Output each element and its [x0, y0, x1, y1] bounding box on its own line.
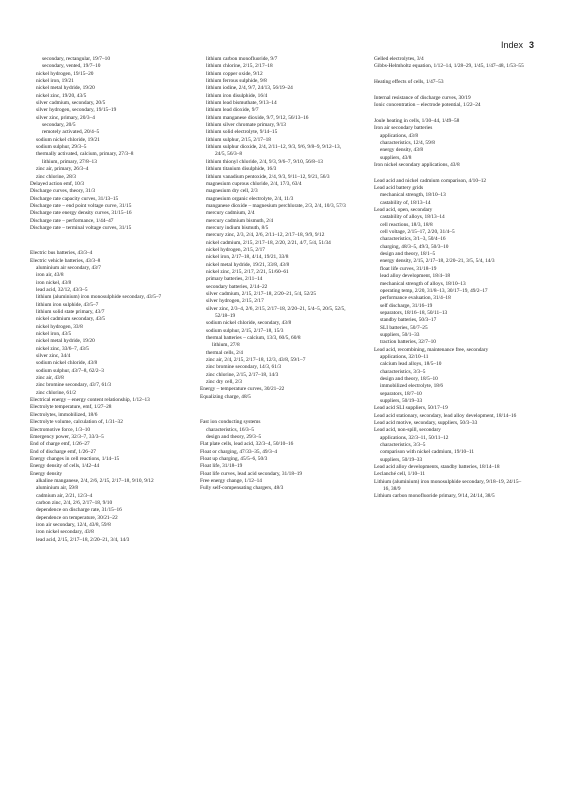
index-entry: Equalizing charge, 48/5 — [200, 393, 251, 400]
index-entry: Discharge rate – terminal voltage curves, 31/15 — [30, 224, 132, 231]
index-subentry: lithium ferrous sulphide, 9/8 — [206, 78, 267, 85]
index-subentry: zinc air, 2/4, 2/15, 2/17–18, 12/3, 43/8, 59/1–7 — [206, 357, 306, 364]
index-subentry: energy density, 43/8 — [380, 147, 424, 154]
index-subentry: iron nickel, 43/8 — [36, 279, 72, 286]
index-subentry: nickel hydrogen, 19/15–20 — [36, 70, 94, 77]
index-subentry: lithium manganese dioxide, 9/7, 9/12, 56/13–16 — [206, 114, 309, 121]
index-subentry: lithium solid electrolyte, 9/14–15 — [206, 129, 278, 136]
index-entry: Lead acid alloy developments, standby batteries, 18/14–18 — [374, 464, 500, 471]
index-subentry: immobilized electrolyte, 18/6 — [380, 383, 444, 390]
index-entry: Iron nickel secondary applications, 43/8 — [374, 161, 460, 168]
index-subentry: nickel metal hydride, 19/21, 33/8, 43/8 — [206, 261, 290, 268]
index-subentry: zinc bromine secondary, 43/7, 61/3 — [36, 382, 112, 389]
index-entry: Electric bus batteries, 43/3–4 — [30, 250, 93, 257]
index-subentry: suppliers, 50/19–33 — [380, 456, 423, 463]
index-subentry: zinc air, 43/8 — [36, 375, 64, 382]
index-subentry: remotely activated, 20/4–5 — [42, 129, 100, 136]
index-subentry: SLI batteries, 50/7–25 — [380, 324, 428, 331]
index-entry: Electrolyte temperature, emf, 1/27–28 — [30, 404, 112, 411]
index-subentry: nickel zinc, 2/15, 2/17, 2/21, 51/60–61 — [206, 268, 289, 275]
index-subentry: suppliers, 50/19–33 — [380, 398, 423, 404]
index-subentry: sodium sulphur, 2/15, 2/17–18, 15/3 — [206, 327, 284, 334]
index-subentry: traction batteries, 32/7–10 — [380, 339, 436, 346]
index-subentry: suppliers, 43/8 — [380, 154, 412, 161]
index-subentry: aluminium air secondary, 43/7 — [36, 264, 101, 271]
index-subentry: castability of, 18/13–14 — [380, 199, 431, 206]
index-subentry: characteristics, 3/3–5 — [380, 368, 426, 375]
index-subentry: zinc air, primary, 26/3–4 — [36, 166, 89, 173]
index-subentry: secondary, 20/5 — [42, 122, 76, 129]
index-spacer — [374, 110, 524, 118]
index-subentry: iron air, 43/8 — [36, 272, 64, 279]
index-subentry: lithium lead dioxide, 9/7 — [206, 107, 259, 114]
index-subentry: design and theory, 18/5–10 — [380, 375, 438, 382]
index-subentry: cell reactions, 18/3, 18/8 — [380, 221, 433, 228]
index-subentry: characteristics, 12/4, 59/8 — [380, 139, 435, 146]
index-entry: Float or charging, 47/33–35, 49/3–4 — [200, 448, 278, 455]
index-entry: Discharge rate energy density curves, 31/15–16 — [30, 210, 132, 217]
index-subentry: lithium sulphur dioxide, 2/4, 2/11–12, 9/3, 9/6, 9/8–9, 9/12–13, 24/5, 56/3–8 — [206, 144, 342, 158]
index-spacer — [374, 86, 524, 94]
index-subentry: nickel cadmium secondary, 43/5 — [36, 316, 106, 323]
page-number: 3 — [528, 40, 534, 50]
index-entry: Lead acid motive, secondary, suppliers, 50/3–33 — [374, 420, 478, 427]
index-subentry: mercury cadmium, 2/4 — [206, 210, 255, 217]
index-subentry: alkaline manganese, 2/4, 2/6, 2/15, 2/17–18, 9/10, 9/12 — [36, 477, 154, 484]
index-subentry: operating temp, 2/20, 31/8–13, 30/17–19, 49/2–17 — [380, 287, 488, 294]
index-subentry: lithium lead bismuthate, 9/13–14 — [206, 100, 277, 107]
index-subentry: calcium lead alloys, 18/5–10 — [380, 361, 442, 368]
index-subentry: nickel metal hydride, 19/20 — [36, 338, 95, 345]
index-subentry: separators, 18/7–10 — [380, 390, 422, 397]
index-subentry: lithium silver chromate primary, 9/13 — [206, 122, 286, 129]
index-spacer — [374, 169, 524, 177]
index-subentry: float life curves, 31/18–19 — [380, 265, 437, 272]
index-subentry: nickel hydrogen, 33/8 — [36, 323, 83, 330]
index-entry: Discharge rate – end point voltage curve, 31/15 — [30, 202, 132, 209]
index-entry: Iron air secondary batteries — [374, 125, 433, 132]
index-entry: Lithium carbon monofluoride primary, 9/14, 24/14, 38/5 — [374, 493, 495, 500]
index-subentry: charging, 48/3–5, 49/3, 50/3–10 — [380, 243, 449, 250]
index-entry: Energy density of cells, 1/42–44 — [30, 463, 100, 470]
index-subentry: zinc chlorine, 2/15, 2/17–18, 14/3 — [206, 371, 279, 378]
index-entry: Gelled electrolytes, 3/4 — [374, 56, 424, 62]
index-subentry: lithium vanadium pentoxide, 2/4, 9/3, 9/11–12, 9/21, 56/3 — [206, 173, 330, 180]
index-entry: End of discharge emf, 1/26–27 — [30, 448, 96, 455]
running-head — [501, 40, 534, 50]
index-subentry: lithium (aluminium) iron monosulphide secondary, 43/5–7 — [36, 294, 162, 301]
index-entry: Float up charging, 45/5–6, 50/3 — [200, 455, 268, 462]
index-entry: Lead acid, recombining, maintenance free, secondary — [374, 346, 489, 353]
index-entry: Flat plate cells, lead acid, 32/3–4, 50/10–16 — [200, 441, 294, 448]
index-entry: Free energy change, 1/12–14 — [200, 477, 262, 484]
index-entry: Gibbs-Helmholtz equation, 1/12–14, 1/28–29, 1/45, 1/47–48, 1/53–55 — [374, 63, 524, 70]
index-subentry: nickel iron, 2/17–18, 4/14, 19/21, 33/8 — [206, 254, 289, 261]
index-subentry: standby batteries, 50/3–17 — [380, 317, 437, 324]
index-entry: End of charge emf, 1/26–27 — [30, 441, 90, 448]
index-subentry: zinc chlorine, 28/3 — [36, 173, 76, 180]
index-subentry: dependence on discharge rate, 31/15–16 — [36, 507, 122, 514]
index-subentry: design and theory, 29/3–5 — [206, 433, 262, 440]
index-subentry: lithium iron disulphide, 16/4 — [206, 92, 268, 99]
index-entry: Fast ion conducting systems — [200, 419, 261, 426]
index-entry: Lead acid SLI suppliers, 50/17–19 — [374, 405, 448, 412]
index-entry: Energy changes in cell reactions, 1/14–15 — [30, 455, 120, 462]
index-subentry: characteristics, 3/1–3, 50/4–16 — [380, 236, 446, 243]
index-entry: Ionic concentration – electrode potential, 1/22–24 — [374, 102, 481, 109]
index-subentry: mercury indium bismuth, 8/5 — [206, 224, 269, 231]
index-column-1 — [30, 56, 180, 544]
index-subentry: lithium carbon monofluoride, 9/7 — [206, 56, 278, 62]
index-entry: Lead acid battery grids — [374, 185, 424, 192]
section-title: Index — [500, 40, 523, 50]
index-entry: Internal resistance of discharge curves, 30/19 — [374, 94, 471, 101]
index-subentry: zinc chlorine, 61/2 — [36, 389, 76, 396]
index-entry: Electrical energy – energy content relationship, 1/12–13 — [30, 397, 150, 404]
index-entry: Energy density — [30, 470, 63, 477]
index-subentry: mercury zinc, 2/3, 2/4, 2/6, 2/11–12, 2/17–18, 9/9, 9/12 — [206, 232, 325, 239]
index-entry: Discharge rate capacity curves, 31/13–15 — [30, 195, 119, 202]
index-entry: Lithium (aluminium) iron monosulphide secondary, 9/18–19, 24/15–16, 38/9 — [374, 478, 522, 493]
index-subentry: sodium sulphur, 29/3–5 — [36, 144, 87, 151]
index-subentry: iron air secondary, 12/4, 43/8, 59/8 — [36, 521, 111, 528]
index-subentry: thermal batteries – calcium, 13/3, 60/5, 60/8 — [206, 335, 301, 342]
index-subentry: silver zinc, 34/4 — [36, 353, 71, 360]
index-subentry: applications, 32/10–11 — [380, 353, 429, 360]
index-subentry: thermal cells, 2/4 — [206, 349, 243, 356]
index-subentry: silver zinc, 2/3–4, 2/6, 2/15, 2/17–18, 2/20–21, 5/4–5, 20/5, 52/5, 52/18–19 — [206, 305, 346, 320]
index-entry: Lead acid and nickel cadmium comparison, 4/10–12 — [374, 177, 487, 184]
index-entry: Electric vehicle batteries, 43/3–8 — [30, 257, 101, 264]
index-subentry: cadmium air, 2/21, 12/3–4 — [36, 492, 93, 499]
index-subentry: comparison with nickel cadmium, 19/10–11 — [380, 449, 475, 456]
index-entry: Heating effects of cells, 1/47–53 — [374, 79, 444, 86]
index-entry: Electromotive force, 1/3–10 — [30, 426, 91, 433]
index-entry: Emergency power, 32/3–7, 33/3–5 — [30, 433, 104, 440]
index-subentry: performance evaluation, 31/4–18 — [380, 295, 451, 302]
index-subentry: nickel metal hydride, 19/20 — [36, 85, 95, 92]
index-subentry: separators, 18/16–18, 50/11–13 — [380, 309, 448, 316]
index-subentry: manganese dioxide – magnesium perchlorate, 2/3, 2/4, 10/3, 57/3 — [206, 202, 346, 209]
index-subentry: secondary, rectangular, 19/7–10 — [42, 56, 110, 62]
index-subentry: design and theory, 18/1–5 — [380, 251, 436, 258]
index-subentry: lithium thionyl chloride, 2/4, 9/3, 9/6–7, 9/10, 56/8–13 — [206, 158, 323, 165]
index-subentry: characteristics, 16/3–5 — [206, 426, 255, 433]
index-subentry: mercury cadmium bismuth, 2/4 — [206, 217, 274, 224]
index-subentry: lead alloy development, 18/4–18 — [380, 273, 451, 280]
index-subentry: sodium nickel chloride, 43/8 — [36, 360, 98, 367]
index-subentry: silver cadmium, secondary, 20/5 — [36, 100, 106, 107]
index-subentry: mechanical strength of alloys, 18/10–13 — [380, 280, 466, 287]
index-subentry: lithium sulphur, 2/15, 2/17–18 — [206, 136, 271, 143]
index-subentry: nickel zinc, 19/20, 43/5 — [36, 92, 87, 99]
index-spacer — [200, 401, 350, 419]
index-subentry: lithium copper oxide, 9/12 — [206, 70, 263, 77]
index-subentry: zinc bromine secondary, 14/3, 61/3 — [206, 364, 282, 371]
index-subentry: lithium, 27/8 — [212, 342, 240, 349]
index-entry: Energy – temperature curves, 30/21–22 — [200, 386, 285, 393]
index-subentry: lithium titanium disulphide, 16/3 — [206, 166, 277, 173]
index-subentry: applications, 43/8 — [380, 132, 418, 139]
index-entry: Discharge curves, theory, 31/3 — [30, 188, 95, 195]
index-entry: Electrolytes, immobilized, 18/6 — [30, 411, 98, 418]
index-entry: Lead acid stationary, secondary, lead alloy development, 18/14–16 — [374, 412, 517, 419]
index-subentry: sodium nickel chloride, 19/21 — [36, 136, 100, 143]
index-subentry: thermally activated, calcium, primary, 27/3–8 — [36, 151, 134, 158]
index-subentry: energy density, 2/15, 2/17–18, 2/20–21, 3/5, 5/4, 14/3 — [380, 258, 495, 265]
index-column-3 — [374, 56, 524, 501]
index-subentry: suppliers, 50/1–33 — [380, 331, 420, 338]
index-subentry: lithium iodine, 2/4, 9/7, 24/13, 56/19–24 — [206, 85, 293, 92]
index-subentry: dependence on temperature, 30/21–22 — [36, 514, 118, 521]
index-subentry: nickel zinc, 33/6–7, 43/5 — [36, 345, 89, 352]
index-subentry: self discharge, 31/16–19 — [380, 302, 433, 309]
index-entry: Electrolyte volume, calculation of, 1/31–32 — [30, 419, 123, 426]
index-entry: Delayed action emf, 10/3 — [30, 180, 85, 187]
index-subentry: silver hydrogen, 2/15, 2/17 — [206, 298, 264, 305]
index-spacer — [30, 232, 180, 250]
index-entry: Leclanché cell, 1/10–11 — [374, 471, 425, 478]
index-subentry: sodium nickel chloride, secondary, 43/8 — [206, 320, 292, 327]
index-entry: Lead acid, non-spill, secondary — [374, 427, 441, 434]
index-subentry: cell voltage, 2/15–17, 2/20, 31/4–5 — [380, 229, 455, 236]
index-entry: Float life, 31/18–19 — [200, 463, 243, 470]
index-subentry: zinc dry cell, 2/3 — [206, 379, 242, 386]
index-subentry: characteristics, 3/3–5 — [380, 442, 426, 449]
index-entry: Float life curves, lead acid secondary, 31/18–19 — [200, 470, 303, 477]
index-subentry: aluminium air, 59/8 — [36, 485, 79, 492]
index-subentry: nickel iron, 43/5 — [36, 331, 72, 338]
index-subentry: applications, 32/3–11, 50/11–12 — [380, 434, 449, 441]
index-subentry: secondary batteries, 2/14–22 — [206, 283, 268, 290]
index-subentry: iron nickel secondary, 43/8 — [36, 529, 94, 536]
index-subentry: nickel cadmium, 2/15, 2/17–18, 2/20, 2/21, 4/7, 5/4, 51/34 — [206, 239, 331, 246]
index-subentry: lead acid, 32/12, 43/3–5 — [36, 286, 88, 293]
index-column-2 — [200, 56, 350, 493]
index-spacer — [374, 71, 524, 79]
index-subentry: silver zinc, primary, 20/3–4 — [36, 114, 95, 121]
index-subentry: lithium chlorine, 2/15, 2/17–18 — [206, 63, 273, 70]
index-entry: Fully self-compensating chargers, 48/3 — [200, 485, 284, 492]
index-entry: Discharge rate – performance, 1/44–47 — [30, 217, 114, 224]
index-subentry: primary batteries, 2/11–14 — [206, 276, 263, 283]
index-subentry: secondary, vented, 19/7–10 — [42, 63, 101, 70]
index-subentry: lithium solid state primary, 43/7 — [36, 309, 105, 315]
index-subentry: mechanical strength, 18/10–13 — [380, 192, 446, 199]
index-subentry: silver cadmium, 2/15, 2/17–18, 2/20–21, 5/4, 52/25 — [206, 291, 316, 297]
index-entry: Lead acid, open, secondary — [374, 207, 433, 214]
index-subentry: magnesium dry cell, 2/3 — [206, 188, 258, 195]
index-subentry: lithium iron sulphide, 43/5–7 — [36, 301, 99, 308]
index-subentry: magnesium cuprous chloride, 2/4, 17/3, 63/4 — [206, 180, 302, 187]
index-subentry: lithium, primary, 27/8–13 — [42, 158, 97, 165]
index-entry: Joule heating in cells, 1/30–44, 1/49–58 — [374, 117, 460, 124]
index-subentry: castability of alloys, 18/13–14 — [380, 214, 445, 221]
index-subentry: carbon zinc, 2/4, 2/6, 2/17–18, 9/10 — [36, 499, 113, 506]
index-subentry: nickel hydrogen, 2/15, 2/17 — [206, 246, 265, 253]
index-subentry: magnesium organic electrolyte, 2/4, 11/3 — [206, 195, 294, 202]
index-subentry: lead acid, 2/15, 2/17–18, 2/20–21, 3/4, 14/3 — [36, 536, 130, 543]
index-subentry: nickel iron, 19/21 — [36, 78, 74, 85]
index-subentry: silver hydrogen, secondary, 19/15–19 — [36, 107, 117, 114]
index-subentry: sodium sulphur, 43/7–8, 62/2–3 — [36, 367, 104, 374]
